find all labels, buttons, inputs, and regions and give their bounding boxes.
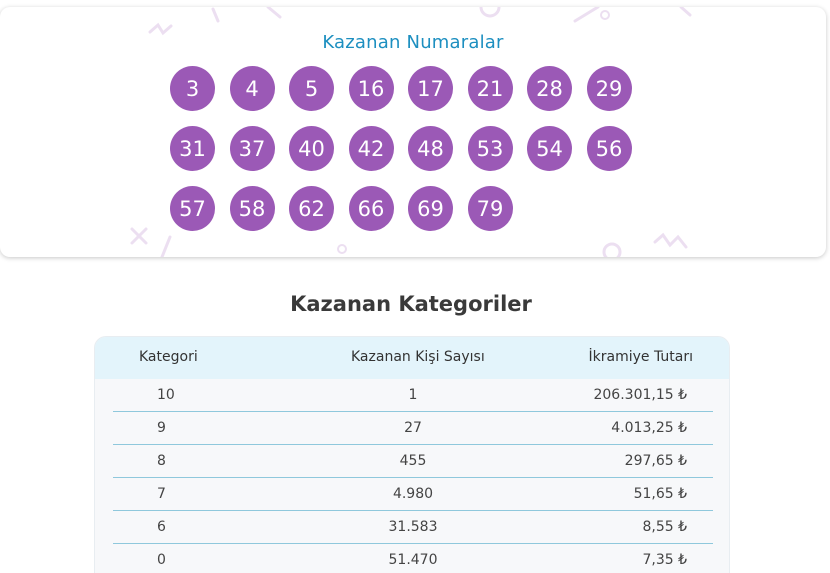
cell-winners: 1 [408,387,418,403]
number-ball: 54 [527,126,572,171]
number-ball: 62 [289,186,334,231]
number-ball: 17 [408,66,453,111]
number-ball: 56 [587,126,632,171]
table-row [113,478,713,511]
number-ball: 53 [468,126,513,171]
table-header [95,337,729,379]
number-ball: 16 [349,66,394,111]
cell-category: 6 [157,519,166,535]
winning-numbers-grid [170,66,640,231]
cell-prize: 7,35 ₺ [642,552,687,568]
number-ball: 31 [170,126,215,171]
cell-winners: 31.583 [388,519,438,535]
number-ball: 57 [170,186,215,231]
cell-winners: 4.980 [392,486,434,502]
header-prize: İkramiye Tutarı [588,349,693,365]
number-ball: 5 [289,66,334,111]
cell-category: 7 [157,486,166,502]
cell-category: 9 [157,420,166,436]
number-ball: 69 [408,186,453,231]
cell-winners: 27 [404,420,422,436]
number-ball: 21 [468,66,513,111]
cell-category: 8 [157,453,166,469]
cell-category: 0 [157,552,166,568]
number-ball: 58 [230,186,275,231]
cell-winners: 455 [399,453,427,469]
table-row [113,544,713,573]
cell-category: 10 [157,387,175,403]
number-ball: 3 [170,66,215,111]
cell-prize: 51,65 ₺ [633,486,687,502]
table-body [113,379,713,573]
header-winners: Kazanan Kişi Sayısı [351,349,485,365]
header-category: Kategori [139,349,198,365]
number-ball: 40 [289,126,334,171]
number-ball: 42 [349,126,394,171]
number-ball: 79 [468,186,513,231]
cell-prize: 4.013,25 ₺ [611,420,687,436]
number-ball: 48 [408,126,453,171]
winning-numbers-card [0,7,826,257]
table-row [113,379,713,412]
number-ball: 28 [527,66,572,111]
table-row [113,445,713,478]
number-ball: 4 [230,66,275,111]
cell-prize: 297,65 ₺ [624,453,687,469]
table-row [113,511,713,544]
number-ball: 29 [587,66,632,111]
number-ball: 66 [349,186,394,231]
cell-prize: 8,55 ₺ [642,519,687,535]
winning-numbers-title: Kazanan Numaralar [322,32,504,53]
cell-prize: 206.301,15 ₺ [593,387,687,403]
cell-winners: 51.470 [388,552,438,568]
table-row [113,412,713,445]
categories-table [94,336,730,573]
categories-title: Kazanan Kategoriler [290,292,532,316]
number-ball: 37 [230,126,275,171]
